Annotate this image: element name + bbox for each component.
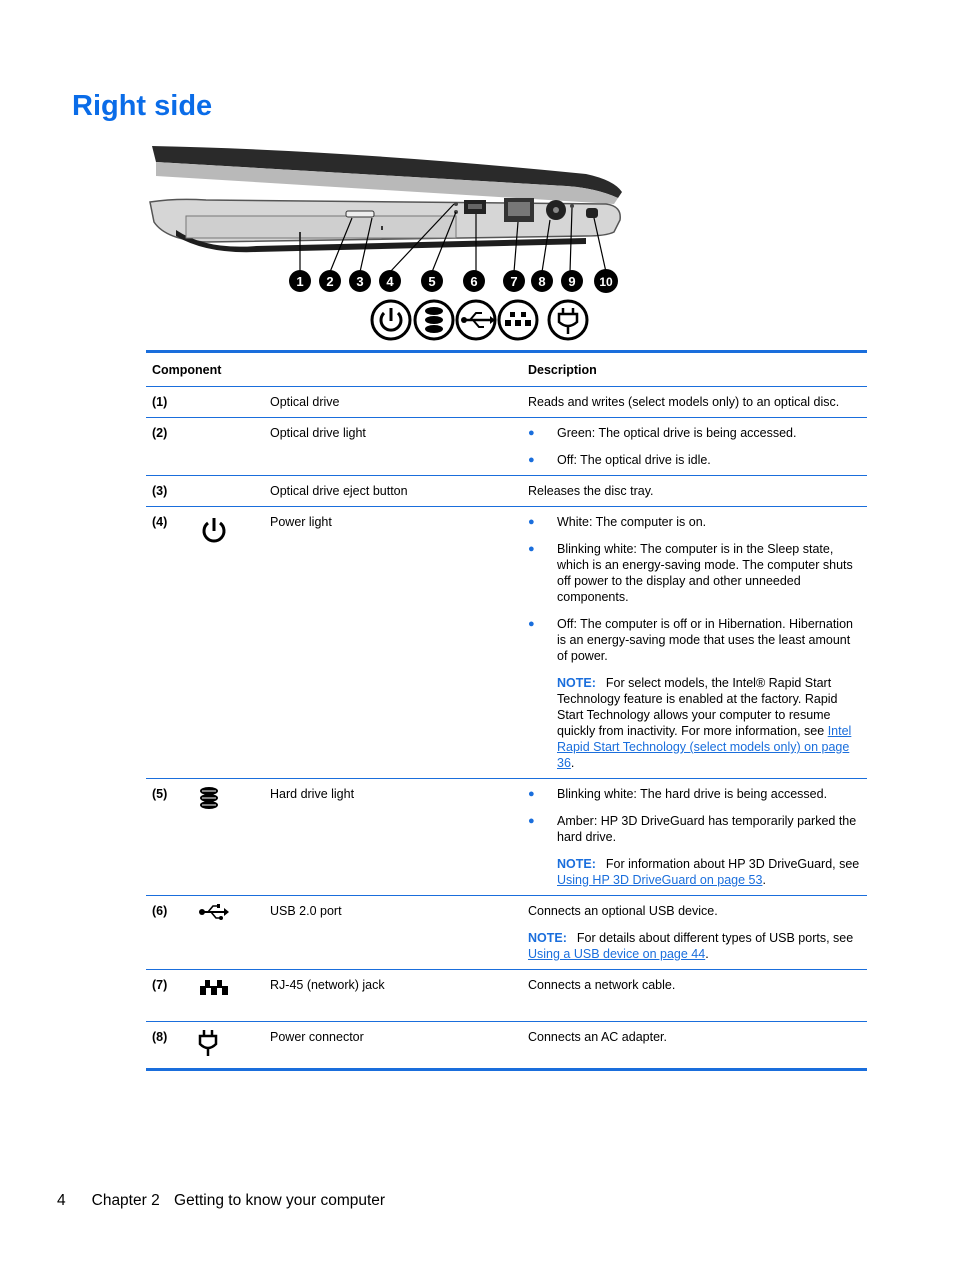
chapter-title: Getting to know your computer	[174, 1192, 386, 1209]
callout-10: 10	[599, 275, 613, 289]
component-name: Optical drive light	[264, 418, 522, 476]
row-number: (7)	[146, 970, 178, 1022]
callout-5: 5	[428, 274, 436, 289]
figure-usb-icon	[457, 301, 495, 339]
row-number: (6)	[146, 896, 178, 970]
note-text: For details about different types of USB ports, see	[576, 931, 854, 945]
component-description: Connects an optional USB device.	[528, 904, 718, 918]
callout-4: 4	[386, 274, 394, 289]
table-row	[146, 476, 867, 507]
callout-2: 2	[326, 274, 334, 289]
callout-8: 8	[538, 274, 546, 289]
callout-7: 7	[510, 274, 518, 289]
row-number: (2)	[146, 418, 178, 476]
component-name: Power light	[264, 507, 522, 779]
row-number: (5)	[146, 779, 178, 896]
table-row	[146, 970, 867, 1022]
chapter-label: Chapter 2	[91, 1192, 160, 1209]
row-number: (3)	[146, 476, 178, 507]
bullet-item: ● Blinking white: The computer is in the Sleep state, which is an energy-saving mode. The computer shuts off power to the display and other unneeded components.	[528, 541, 861, 605]
figure-hard-drive-icon	[415, 301, 453, 339]
network-icon	[198, 977, 230, 1003]
note-label: NOTE:	[557, 857, 596, 871]
figure-power-connector-icon	[549, 301, 587, 339]
note: NOTE: For information about HP 3D DriveGuard, see Using HP 3D DriveGuard on page 53.	[557, 857, 860, 887]
note-label: NOTE:	[528, 931, 567, 945]
table-row	[146, 779, 867, 896]
note-label: NOTE:	[557, 676, 596, 690]
table-row	[146, 418, 867, 476]
note-text: For information about HP 3D DriveGuard, see	[605, 857, 860, 871]
component-name: Optical drive eject button	[264, 476, 522, 507]
bullet-item: ● Green: The optical drive is being accessed.	[528, 425, 861, 441]
note-text: For select models, the Intel® Rapid Start Technology feature is enabled at the factory. Rapid Start Technology allows your computer to resume quickly from inactivity. For more information, see	[557, 676, 838, 738]
row-number: (1)	[146, 387, 178, 418]
bullet-item: ● White: The computer is on.	[528, 514, 861, 530]
power-icon	[198, 514, 230, 550]
note: NOTE: For select models, the Intel® Rapid Start Technology feature is enabled at the factory. Rapid Start Technology allows your computer to resume quickly from inactivity. For more information, see Intel Rapid Start Technology (select models only) on page 36.	[557, 676, 852, 770]
row-number: (8)	[146, 1022, 178, 1070]
callout-1: 1	[296, 274, 304, 289]
usb-icon	[198, 903, 230, 925]
component-name: USB 2.0 port	[264, 896, 522, 970]
bullet-item: ● Blinking white: The hard drive is being accessed.	[528, 786, 861, 802]
page-number: 4	[57, 1192, 66, 1209]
callout-9: 9	[568, 274, 576, 289]
component-header: Component	[146, 352, 522, 387]
component-description: Connects an AC adapter.	[522, 1022, 867, 1070]
page-title: Right side	[72, 90, 213, 122]
table-row	[146, 1022, 867, 1070]
description-header: Description	[522, 352, 867, 387]
table-header-row	[146, 352, 867, 387]
note: NOTE: For details about different types of USB ports, see Using a USB device on page 44.	[528, 931, 854, 961]
callout-3: 3	[356, 274, 364, 289]
hard-drive-icon	[198, 786, 220, 814]
component-description: Reads and writes (select models only) to an optical disc.	[522, 387, 867, 418]
page-footer	[57, 1192, 385, 1210]
bullet-item: ● Amber: HP 3D DriveGuard has temporarily parked the hard drive.	[528, 813, 861, 845]
callout-6: 6	[470, 274, 478, 289]
component-name: Optical drive	[264, 387, 522, 418]
component-name: Power connector	[264, 1022, 522, 1070]
component-name: Hard drive light	[264, 779, 522, 896]
component-name: RJ-45 (network) jack	[264, 970, 522, 1022]
component-description: Connects a network cable.	[522, 970, 867, 1022]
laptop-illustration	[146, 140, 626, 345]
power-connector-icon	[198, 1029, 218, 1061]
laptop-right-side-figure	[146, 140, 626, 345]
table-row	[146, 896, 867, 970]
bullet-item: ● Off: The optical drive is idle.	[528, 452, 861, 468]
component-table	[146, 350, 867, 1071]
bullet-item: ● Off: The computer is off or in Hibernation. Hibernation is an energy-saving mode that uses the least amount of power.	[528, 616, 861, 664]
figure-network-icon	[499, 301, 537, 339]
usb-device-link[interactable]: Using a USB device on page 44	[528, 947, 706, 961]
description-bullets	[528, 425, 861, 468]
driveguard-link[interactable]: Using HP 3D DriveGuard on page 53	[557, 873, 763, 887]
component-description: Releases the disc tray.	[522, 476, 867, 507]
intel-rapid-start-link[interactable]: Intel Rapid Start Technology (select models only) on page 36	[557, 724, 852, 770]
table-row	[146, 507, 867, 779]
description-bullets	[528, 514, 861, 664]
table-row	[146, 387, 867, 418]
row-number: (4)	[146, 507, 178, 779]
description-bullets	[528, 786, 861, 845]
figure-power-icon	[372, 301, 410, 339]
